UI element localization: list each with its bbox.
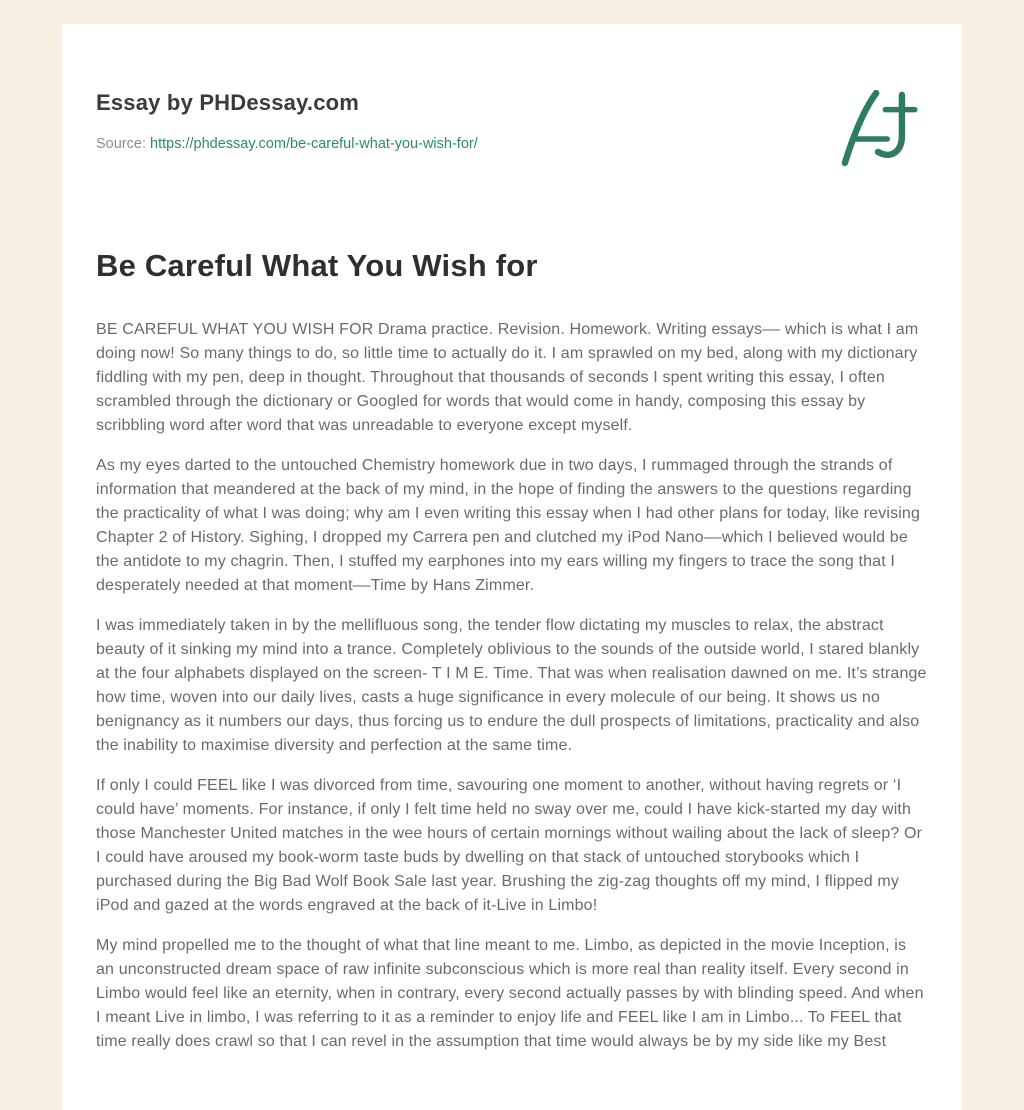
- header-text-block: [96, 82, 478, 152]
- essay-paragraph: As my eyes darted to the untouched Chemistry homework due in two days, I rummaged through the strands of information that meandered at the back of my mind, in the hope of finding the answers to the questions regarding the practicality of what I was doing; why am I even writing this essay when I had other plans for today, like revising Chapter 2 of History. Sighing, I dropped my Carrera pen and clutched my iPod Nano––which I believed would be the antidote to my chagrin. Then, I stuffed my earphones into my ears willing my fingers to trace the song that I desperately needed at that moment––Time by Hans Zimmer.: [96, 457, 921, 594]
- site-title: Essay by PHDessay.com: [96, 90, 360, 115]
- essay-paragraph: My mind propelled me to the thought of what that line meant to me. Limbo, as depicted in the movie Inception, is an unconstructed dream space of raw infinite subconscious which is more real than reality itself. Every second in Limbo would feel like an eternity, when in contrary, every second actually passes by with blinding speed. And when I meant Live in limbo, I was referring to it as a reminder to enjoy life and FEEL like I am in Limbo... To FEEL that time really does crawl so that I can revel in the assumption that time would always be by my side like my Best: [96, 937, 924, 1050]
- essay-paragraph: If only I could FEEL like I was divorced from time, savouring one moment to another, without having regrets or ‘I could have’ moments. For instance, if only I felt time held no sway over me, could I have kick-started my day with those Manchester United matches in the wee hours of certain mornings without wailing about the lack of sleep? Or I could have aroused my book-worm taste buds by dwelling on that stack of untouched storybooks which I purchased during the Big Bad Wolf Book Sale last year. Brushing the zig-zag thoughts off my mind, I flipped my iPod and gazed at the words engraved at the back of it-Live in Limbo!: [96, 777, 923, 914]
- page-title: Be Careful What You Wish for: [96, 248, 538, 283]
- essay-card: [62, 24, 962, 1110]
- essay-paragraph: BE CAREFUL WHAT YOU WISH FOR Drama practice. Revision. Homework. Writing essays–– which is what I am doing now! So many things to do, so little time to actually do it. I am sprawled on my bed, along with my dictionary fiddling with my pen, deep in thought. Throughout that thousands of seconds I spent writing this essay, I often scrambled through the dictionary or Googled for words that would come in handy, composing this essay by scribbling word after word that was unreadable to everyone except myself.: [96, 321, 919, 434]
- essay-paragraph: I was immediately taken in by the mellifluous song, the tender flow dictating my muscles to relax, the abstract beauty of it sinking my mind into a trance. Completely oblivious to the sounds of the outside world, I stared blankly at the four alphabets displayed on the screen- T I M E. Time. That was when realisation dawned on me. It’s strange how time, woven into our daily lives, casts a huge significance in every molecule of our being. It shows us no benignancy as it numbers our days, thus forcing us to endure the dull prospects of limitations, practicality and also the inability to maximise diversity and perfection at the same time.: [96, 617, 927, 754]
- essay-body: [96, 318, 928, 1054]
- source-line: [96, 136, 478, 152]
- source-url-link[interactable]: https://phdessay.com/be-careful-what-you-wish-for/: [150, 136, 478, 152]
- card-header: [96, 82, 928, 174]
- source-label: Source:: [96, 136, 146, 152]
- phdessay-logo-icon: [832, 82, 924, 174]
